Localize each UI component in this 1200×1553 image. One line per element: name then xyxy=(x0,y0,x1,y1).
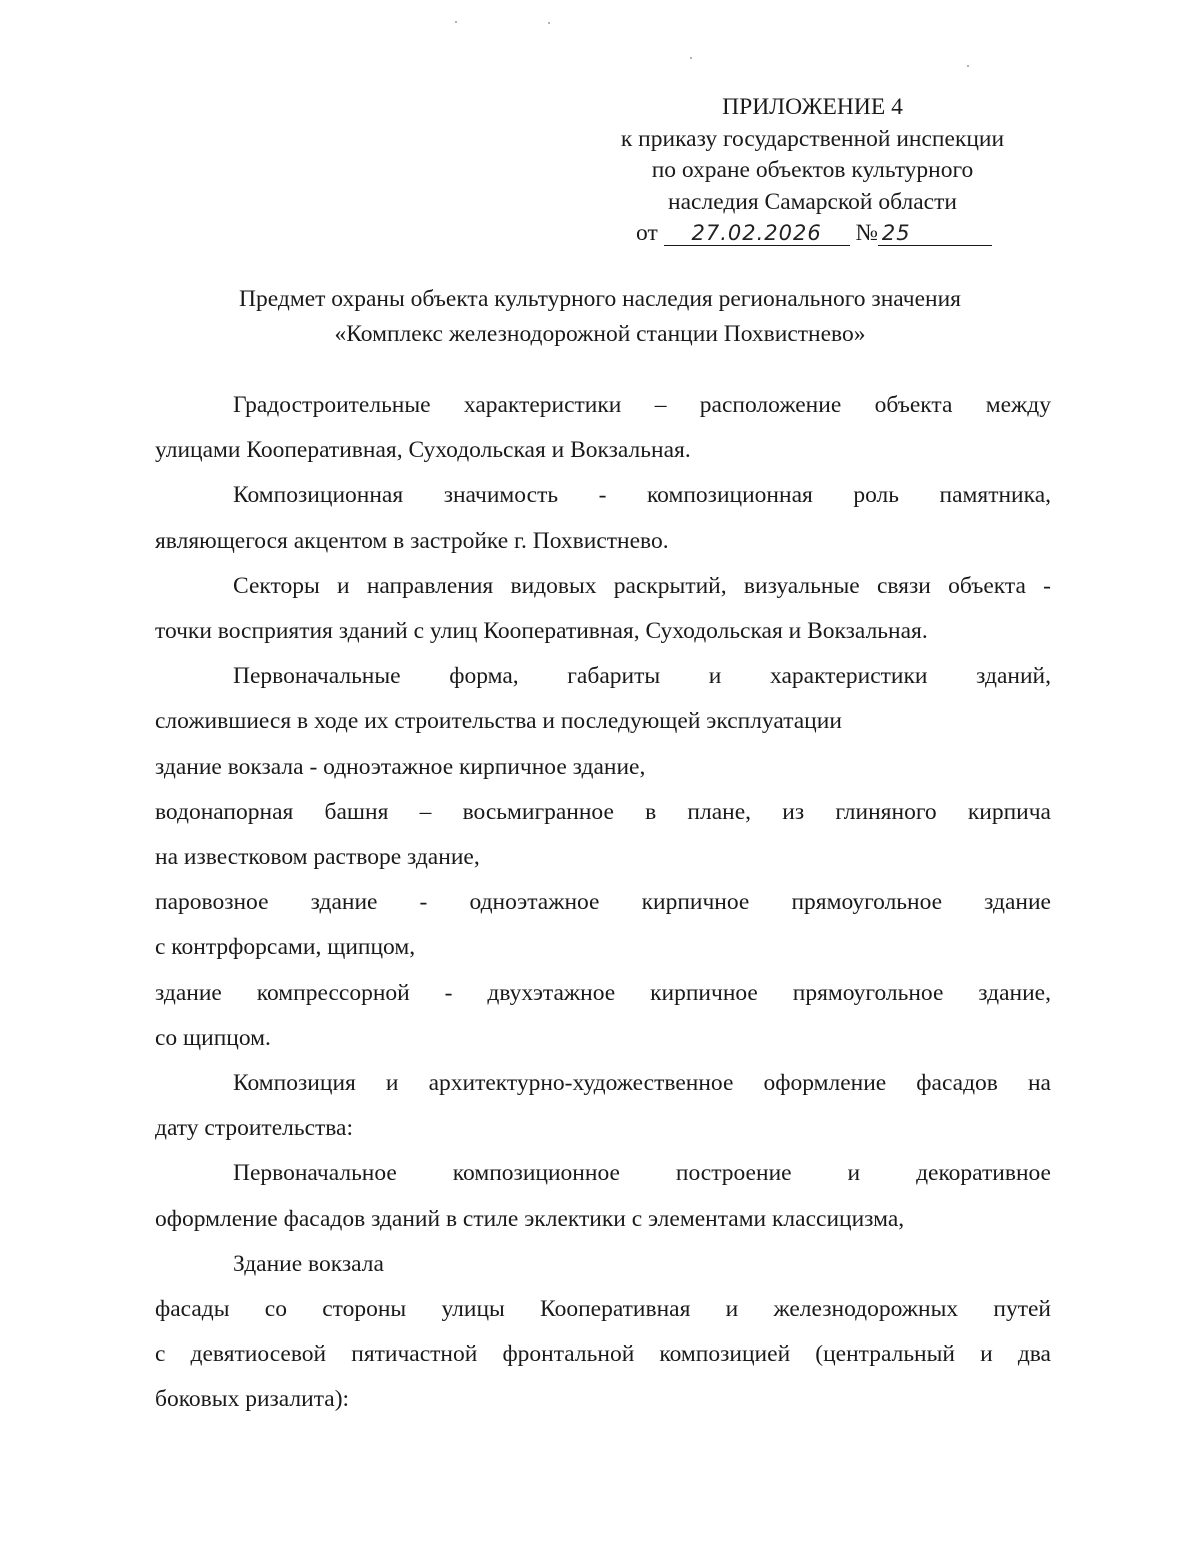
text-line: Композиция и архитектурно-художественное оформление фасадов на xyxy=(233,1070,1051,1097)
text-line: на известковом растворе здание, xyxy=(155,844,480,871)
handwritten-date: 27.02.2026 xyxy=(664,221,850,246)
paragraph-facade-composition-cont xyxy=(155,1106,1051,1151)
text-line: с контрфорсами, щипцом, xyxy=(155,934,416,961)
scan-speck xyxy=(455,21,457,23)
paragraph-original-composition-cont xyxy=(155,1197,1051,1242)
paragraph-original-forms xyxy=(155,654,1051,699)
text-line: здание вокзала - одноэтажное кирпичное здание, xyxy=(155,753,646,780)
appendix-title: ПРИЛОЖЕНИЕ 4 xyxy=(722,94,903,120)
appendix-header xyxy=(590,92,1035,250)
text-line: паровозное здание - одноэтажное кирпичное прямоугольное здание xyxy=(155,889,1051,916)
text-line: Первоначальные форма, габариты и характеристики зданий, xyxy=(233,663,1051,690)
text-line: дату строительства: xyxy=(155,1115,354,1142)
order-date-number-line xyxy=(590,218,1035,250)
text-line: фасады со стороны улицы Кооперативная и железнодорожных путей xyxy=(155,1296,1051,1323)
text-line: являющегося акцентом в застройке г. Похвистнево. xyxy=(155,527,669,554)
text-line: со щипцом. xyxy=(155,1024,271,1051)
paragraph-locomotive-building xyxy=(155,880,1051,970)
text-line: боковых ризалита): xyxy=(155,1386,350,1413)
title-line-2: «Комплекс железнодорожной станции Похвистнево» xyxy=(334,321,866,347)
paragraph-composition-significance-cont xyxy=(155,519,1051,564)
paragraph-station-facades xyxy=(155,1287,1051,1423)
scan-speck xyxy=(548,22,550,24)
text-line: Композиционная значимость - композиционная роль памятника, xyxy=(233,482,1051,509)
paragraph-view-sectors-cont xyxy=(155,609,1051,654)
text-line: с девятиосевой пятичастной фронтальной композицией (центральный и два xyxy=(155,1341,1051,1368)
paragraph-original-forms-cont xyxy=(155,699,1051,744)
paragraph-compressor-building xyxy=(155,971,1051,1061)
appendix-line-2: по охране объектов культурного xyxy=(651,157,974,183)
text-line: водонапорная башня – восьмигранное в плане, из глиняного кирпича xyxy=(155,798,1051,825)
text-line: здание компрессорной - двухэтажное кирпичное прямоугольное здание, xyxy=(155,979,1051,1006)
text-line: Градостроительные характеристики – расположение объекта между xyxy=(233,392,1051,418)
paragraph-composition-significance xyxy=(155,473,1051,518)
paragraph-urban-characteristics xyxy=(155,383,1051,428)
text-line: Здание вокзала xyxy=(233,1250,384,1277)
paragraph-view-sectors xyxy=(155,564,1051,609)
document-body xyxy=(155,383,1051,1423)
text-line: Секторы и направления видовых раскрытий, визуальные связи объекта - xyxy=(233,572,1051,599)
paragraph-water-tower xyxy=(155,790,1051,880)
text-line: оформление фасадов зданий в стиле эклектики с элементами классицизма, xyxy=(155,1205,905,1232)
paragraph-facade-composition xyxy=(155,1061,1051,1106)
number-prefix: № xyxy=(855,220,878,246)
text-line: Первоначальное композиционное построение и декоративное xyxy=(233,1160,1051,1187)
handwritten-number: 25 xyxy=(878,221,992,246)
paragraph-original-composition xyxy=(155,1151,1051,1196)
title-line-1: Предмет охраны объекта культурного наследия регионального значения xyxy=(239,286,961,312)
appendix-line-3: наследия Самарской области xyxy=(668,188,957,215)
appendix-line-1: к приказу государственной инспекции xyxy=(620,125,1005,152)
text-line: сложившиеся в ходе их строительства и последующей эксплуатации xyxy=(155,708,842,735)
text-line: улицами Кооперативная, Суходольская и Вокзальная. xyxy=(155,437,691,464)
scan-speck xyxy=(967,65,969,67)
paragraph-urban-characteristics-cont xyxy=(155,428,1051,473)
paragraph-station-heading xyxy=(155,1242,1051,1287)
date-prefix: от xyxy=(636,220,658,246)
paragraph-station-building xyxy=(155,745,1051,790)
text-line: точки восприятия зданий с улиц Кооперативная, Суходольская и Вокзальная. xyxy=(155,618,928,645)
document-title xyxy=(120,282,1080,352)
scan-speck xyxy=(690,57,692,59)
